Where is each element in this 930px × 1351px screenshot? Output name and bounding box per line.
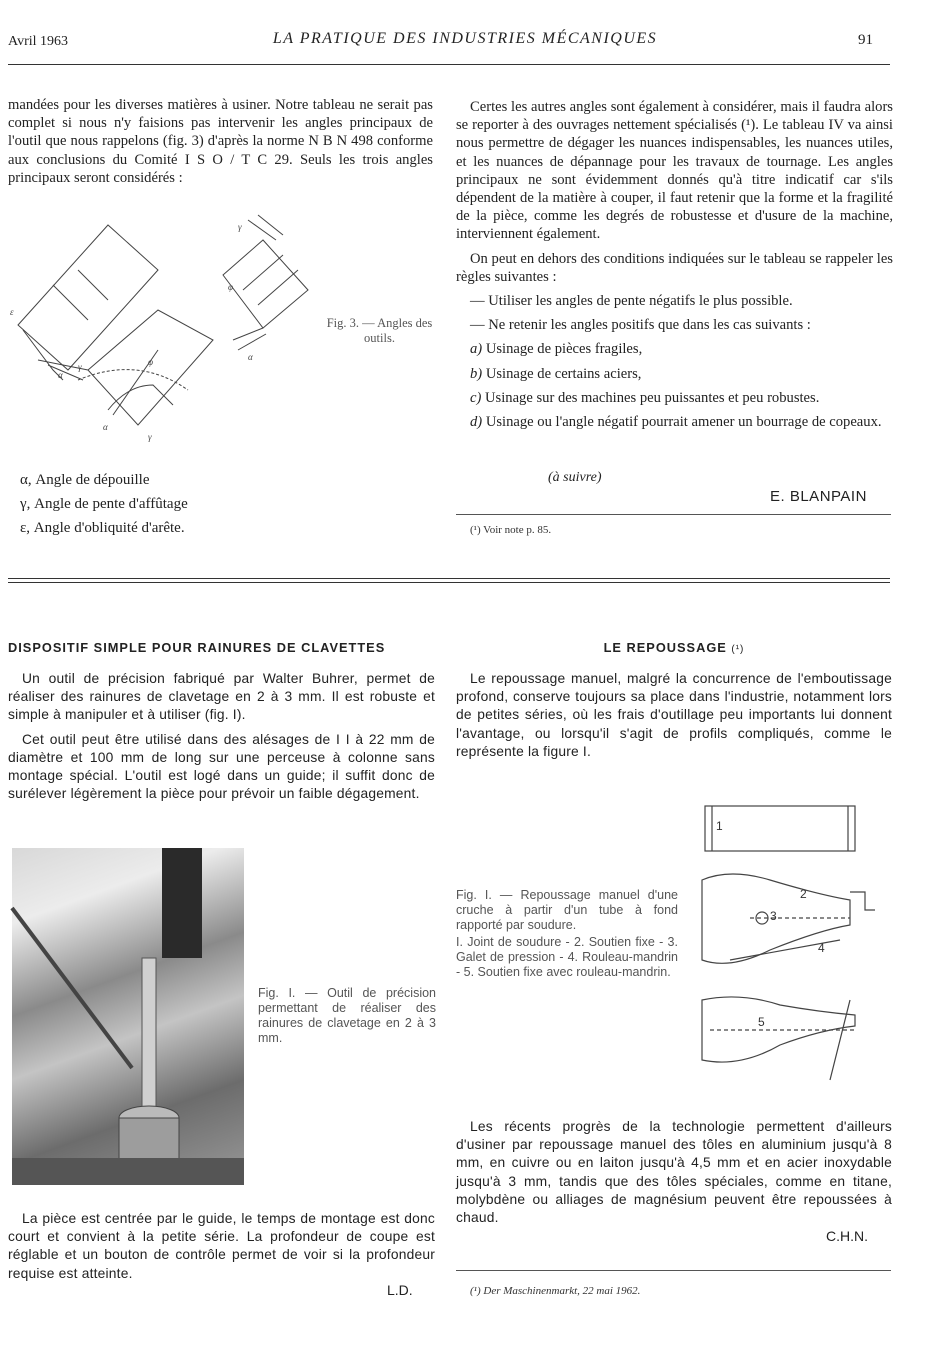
- top-left-paragraph: mandées pour les diverses matières à usiner. Notre tableau ne serait pas complet si nous n'y faisions pas intervenir les angles principaux de l'outil que nous rappelons (fig. 3) d'après la norme N B N 498 conforme aux conclusions du Comité I S O / T C 29. Seuls les trois angles principaux seront considérés :: [8, 97, 433, 186]
- clavettes-paragraph-2: Cet outil peut être utilisé dans des alésages de I I à 22 mm de diamètre et 100 mm de long sur une perceuse à colonne sans montage spécial. L'outil est logé dans un guide; il suffit donc de surélever légèrement la pièce pour prévoir un faible dégagement.: [8, 731, 435, 802]
- svg-text:γ: γ: [148, 432, 152, 442]
- clavettes-closing: La pièce est centrée par le guide, le temps de montage est donc court et convient à la petite série. La profondeur de coupe est réglable et un bouton de contrôle permet de voir si la profondeur requise est atteinte.: [8, 1211, 435, 1281]
- legend-item-obliquite: ε, Angle d'obliquité d'arête.: [20, 520, 185, 536]
- top-left-column: [8, 96, 433, 187]
- legend-item-pente: γ, Angle de pente d'affûtage: [20, 496, 188, 512]
- tool-angles-figure: [8, 210, 328, 450]
- svg-text:α: α: [248, 352, 253, 362]
- legend-item-depouille: α, Angle de dépouille: [20, 472, 150, 488]
- repoussage-closing-block: [456, 1118, 892, 1227]
- tool-photo: [12, 848, 244, 1185]
- top-right-paragraph-1: Certes les autres angles sont également à considérer, mais il faudra alors se reporter à des ouvrages nettement spécialisés (¹). Le tableau IV va ainsi nous permettre de dégager les nuances indispensables, les nuances utiles, et les nuances de dépannage pour les travaux de tournage. Les angles principaux ne sont évidemment donnés qu'à titre indicatif car s'ils dépendent de la matière à couper, il faut retenir que la forme et la fragilité de la pièce, comme les degrés de robustesse et d'usure de la machine, interviennent également.: [456, 99, 893, 243]
- rule-1: — Utiliser les angles de pente négatifs le plus possible.: [470, 293, 793, 310]
- footnote-top: (¹) Voir note p. 85.: [470, 524, 552, 536]
- repoussage-figure: [690, 800, 890, 1090]
- article-title-clavettes: DISPOSITIF SIMPLE POUR RAINURES DE CLAVETTES: [8, 640, 386, 655]
- repoussage-closing: Les récents progrès de la technologie permettent d'ailleurs d'usiner par repoussage manuel des tôles en aluminium jusqu'à 8 mm, en cuivre ou en laiton jusqu'à 4,5 mm et en acier inoxydable jusqu'à 3 mm, tandis que des tôles spéciales, comme en titane, molybdène ou alliages de magnésium peuvent être repoussées à chaud.: [456, 1119, 892, 1226]
- fig-label-3: 3: [770, 909, 777, 923]
- footnote-rule-2: [456, 1270, 891, 1271]
- header-rule: [8, 64, 890, 65]
- svg-text:ε: ε: [10, 307, 14, 317]
- case-a: a) Usinage de pièces fragiles,: [470, 341, 643, 358]
- svg-text:α: α: [103, 422, 108, 432]
- clavettes-body: [8, 670, 435, 803]
- author-blanpain: E. BLANPAIN: [770, 488, 867, 505]
- svg-text:γ: γ: [238, 222, 242, 232]
- article-title-repoussage: LE REPOUSSAGE (¹): [603, 640, 745, 655]
- a-suivre: (à suivre): [548, 470, 602, 485]
- case-b: b) Usinage de certains aciers,: [470, 365, 642, 382]
- fig-label-2: 2: [800, 887, 807, 901]
- fig1-repoussage-legend: I. Joint de soudure - 2. Soutien fixe - 3. Galet de pression - 4. Rouleau-mandrin - 5. Soutien fixe avec rouleau-mandrin.: [456, 935, 678, 979]
- fig-label-1: 1: [716, 819, 723, 833]
- svg-text:φ: φ: [228, 282, 233, 292]
- svg-text:γ: γ: [78, 362, 82, 372]
- fig1-repoussage-caption: Fig. I. — Repoussage manuel d'une cruche à partir d'un tube à fond rapporté par soudure.: [456, 888, 678, 932]
- fig3-caption: Fig. 3. — Angles des outils.: [326, 316, 433, 345]
- fig1-clavettes-caption: Fig. I. — Outil de précision permettant de réaliser des rainures de clavetage en 2 à 3 mm.: [258, 986, 436, 1045]
- author-ld: L.D.: [387, 1282, 413, 1298]
- rule-2: — Ne retenir les angles positifs que dans les cas suivants :: [470, 317, 811, 334]
- section-rule-2: [8, 582, 890, 583]
- header-date: Avril 1963: [8, 34, 69, 49]
- top-right-paragraph-2: On peut en dehors des conditions indiquées sur le tableau se rappeler les règles suivantes :: [456, 250, 893, 285]
- repoussage-body: [456, 670, 892, 761]
- svg-text:α: α: [58, 370, 63, 380]
- case-d: d) Usinage ou l'angle négatif pourrait amener un bourrage de copeaux.: [470, 414, 882, 431]
- clavettes-paragraph-1: Un outil de précision fabriqué par Walter Buhrer, permet de réaliser des rainures de clavetage en 2 à 3 mm. Il est robuste et simple à manipuler et à utiliser (fig. I).: [8, 671, 435, 723]
- fig-label-5: 5: [758, 1015, 765, 1029]
- fig1-repoussage-caption-block: [456, 888, 678, 980]
- angle-legend: [20, 468, 320, 540]
- clavettes-closing-block: [8, 1210, 435, 1283]
- case-c: c) Usinage sur des machines peu puissantes et peu robustes.: [470, 389, 820, 406]
- fig-label-4: 4: [818, 941, 825, 955]
- footnote-rule: [456, 514, 891, 515]
- repoussage-paragraph: Le repoussage manuel, malgré la concurrence de l'emboutissage profond, conserve toujours sa place dans l'industrie, notamment lors de petites séries, où les frais d'outillage peu importants lui donnent l'avantage, ou lorsqu'il s'agit de profils compliqués, comme le représente la figure I.: [456, 671, 892, 759]
- top-right-column: [456, 98, 893, 431]
- section-rule-1: [8, 578, 890, 579]
- footnote-bottom: (¹) Der Maschinenmarkt, 22 mai 1962.: [470, 1285, 641, 1297]
- author-chn: C.H.N.: [826, 1228, 868, 1244]
- page-number: 91: [858, 32, 873, 48]
- svg-text:φ: φ: [148, 357, 153, 367]
- journal-title: LA PRATIQUE DES INDUSTRIES MÉCANIQUES: [272, 30, 658, 47]
